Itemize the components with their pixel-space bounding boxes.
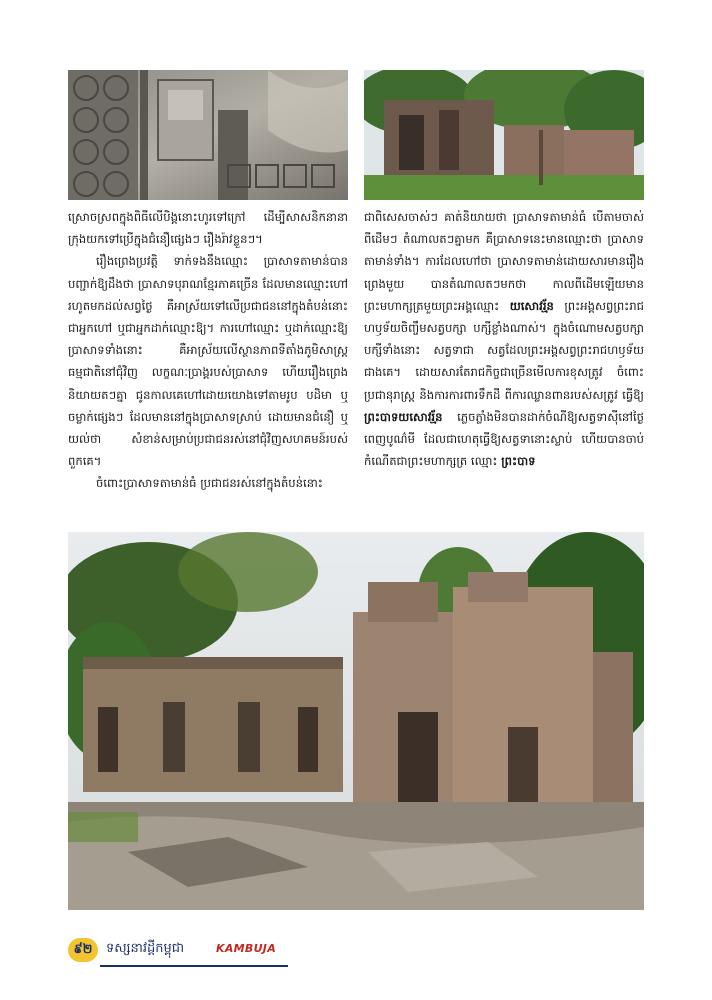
- paragraph-left-1: ស្រោចស្រពក្នុងពិធីលើបិង្គនោះហូរទៅក្រៅ ដើម្បីសាសនិកនានាក្រុងយកទៅប្រើក្នុងជំនឿផ្សេងៗ រឿងរ៉ាវខ្លួនៗ។: [68, 210, 348, 247]
- text-run: ព្រះអង្គសព្វព្រះរាជហឫទ័យចិញ្ចឹមសត្វបក្សា បក្សីខ្លាំងណាស់។ ក្នុងចំណោមសត្វបក្សាបក្សីទាំងនោះ សត្វទាជា សត្វដែលព្រះអង្គសព្វព្រះរាជហឫទ័យជាងគេ។ ដោយសារតែរាជកិច្ចជាច្រើនមើលការខុសត្រូវ ចំពោះប្រជានុរាស្ត្រ និងការការពារទឹកដី ពីការឈ្លានពានរបស់សត្រូវ ធ្វើឱ្យ: [364, 298, 644, 402]
- king-title-bold-end: ព្រះបាទ: [501, 454, 536, 469]
- article-column-right: [364, 206, 644, 472]
- temple-ruins-wide-photo: [68, 532, 644, 910]
- temple-ruins-wide-image: [68, 532, 644, 910]
- carved-relief-photo: [68, 70, 348, 200]
- carved-relief-image: [68, 70, 348, 200]
- paragraph-left-3: ចំពោះប្រាសាទតាមាន់ធំ ប្រជាជនរស់នៅក្នុងតំបន់នោះ: [96, 476, 323, 491]
- text-run: ភ្លេចភ្លាំងមិនបានដាក់ចំណីឱ្យសត្វទាស៊ីនៅថ្ងៃពេញបូណ៌មី ដែលជាហេតុធ្វើឱ្យសត្វទានោះស្លាប់ ហើយបានចាប់កំណើតជាព្រះមហាក្សត្រ ឈ្មោះ: [364, 409, 644, 469]
- magazine-title: ទស្សនាវដ្តីកម្ពុជា: [106, 941, 185, 956]
- page-number-badge: ៩២: [68, 938, 98, 962]
- paragraph-left-2: រឿងព្រេងប្រវត្តិ ទាក់ទងនឹងឈ្មោះ ប្រាសាទតាមាន់បានបញ្ជាក់ឱ្យដឹងថា ប្រាសាទបុរាណខ្មែរភាគច្រើន ដែលមានឈ្មោះហៅរហូតមកដល់សព្វថ្ងៃ គឺអាស្រ័យទៅលើប្រជាជននៅក្នុងតំបន់នោះជាអ្នកហៅ ឬជាអ្នកដាក់ឈ្មោះឱ្យ។ ការហៅឈ្មោះ ឬដាក់ឈ្មោះឱ្យប្រាសាទទាំងនោះ គឺអាស្រ័យលើស្ថានភាពទីតាំងភូមិសាស្ត្រ ធម្មជាតិនៅជុំវិញ លក្ខណៈប្រាង្គរបស់ប្រាសាទ ហើយរឿងព្រេងនិយាយតៗគ្នា ជូនកាលគេហៅដោយយោងទៅតាមរូប បដិមា ឬចម្លាក់ផ្សេងៗ ដែលមាននៅក្នុងប្រាសាទស្រាប់ ដោយមានជំនឿ ឬយល់ថា សំខាន់សម្រាប់ប្រជាជនរស់នៅជុំវិញសហគមន៍របស់ពួកគេ។: [68, 254, 348, 469]
- footer-rule: [100, 965, 288, 967]
- page-footer: [68, 935, 288, 969]
- text-run: ជាពិសេសចាស់ៗ គាត់និយាយថា ប្រាសាទតាមាន់ធំ បើតាមចាស់ពីដើមៗ តំណាលតៗគ្នាមក គឺប្រាសាទនេះមានឈ្មោះថា ប្រាសាទតាមាន់ទាំង។ ការដែលហៅថា ប្រាសាទតាមាន់ដោយសារមានរឿងព្រេងមួយ បានតំណាលតៗមកថា កាលពីដើមឡើយមានព្រះមហាក្សត្រមួយព្រះអង្គឈ្មោះ: [364, 210, 644, 313]
- article-column-left: [68, 206, 348, 495]
- temple-ruins-image: [364, 70, 644, 200]
- brand-logo-text: KAMBUJA: [216, 942, 277, 955]
- temple-ruins-photo: [364, 70, 644, 200]
- paragraph-right-1: [364, 206, 644, 472]
- king-name-bold: យសោវរ្ម័ន: [509, 298, 554, 313]
- king-title-bold: ព្រះបាទយសោវរ្ម័ន: [364, 409, 443, 424]
